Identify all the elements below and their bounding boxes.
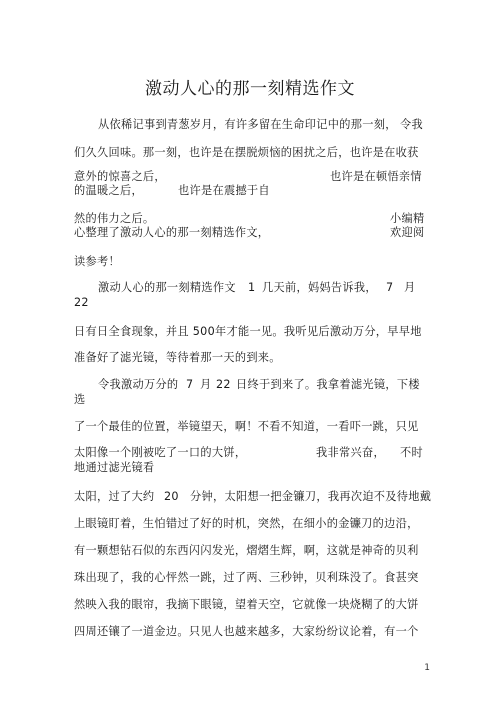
text-line: 欢迎阅: [390, 226, 425, 239]
text-line: 地通过滤光镜看: [74, 461, 155, 474]
text-line: 读参考！: [74, 255, 120, 268]
text-line: 太阳像一个刚被吃了一口的大饼，: [74, 446, 247, 459]
text-line: 20: [164, 490, 179, 503]
text-line: 然映入我的眼帘，我摘下眼镜，望着天空，它就像一块烧糊了的大饼: [74, 598, 419, 611]
text-line: 四周还镶了一道金边。只见人也越来越多，大家纷纷议论着，有一个: [74, 625, 419, 638]
text-line: 分钟，太阳想一把金镰刀，我再次迫不及待地戴: [190, 490, 432, 503]
text-line: 令我激动万分的: [98, 378, 179, 391]
text-line: 激动人心的那一刻精选作文: [98, 281, 236, 294]
text-line: 22: [74, 296, 89, 309]
text-line: 意外的惊喜之后，: [74, 170, 166, 183]
text-line: 有一颗想钻石似的东西闪闪发光，熠熠生辉，啊，这就是神奇的贝利: [74, 544, 419, 557]
text-line: 们久久回味。那一刻，也许是在摆脱烦恼的困扰之后，也许是在收获: [74, 146, 419, 159]
page-number: 1: [424, 663, 430, 673]
text-line: 的温暖之后，: [74, 184, 143, 197]
text-line: 也许是在震撼于自: [178, 184, 270, 197]
text-line: 22: [216, 378, 231, 391]
text-line: 1: [248, 281, 256, 294]
text-line: 心整理了激动人心的那一刻精选作文，: [74, 226, 270, 239]
text-line: 太阳，过了大约: [74, 490, 155, 503]
document-title: 激动人心的那一刻精选作文: [145, 79, 355, 99]
text-line: 选: [74, 393, 86, 406]
text-line: 几天前，妈妈告诉我，: [262, 281, 377, 294]
text-line: 上眼镜盯着，生怕错过了好的时机，突然，在细小的金镰刀的边沿，: [74, 517, 419, 530]
text-line: 7: [186, 378, 194, 391]
text-line: 从依稀记事到青葱岁月，有许多留在生命印记中的那一刻，: [98, 118, 397, 131]
text-line: 我非常兴奋，: [316, 446, 385, 459]
text-line: 日终于到来了。我拿着滤光镜，下楼: [236, 378, 420, 391]
text-line: 月: [200, 378, 212, 391]
text-line: 也许是在顿悟亲情: [330, 170, 422, 183]
text-line: 准备好了滤光镜，等待着那一天的到来。: [74, 351, 281, 364]
text-line: 小编精: [390, 212, 425, 225]
text-line: 月: [404, 281, 416, 294]
text-line: 日有日全食现象，并且 500年才能一见。我听见后激动万分，早早地: [74, 325, 422, 338]
text-line: 7: [386, 281, 394, 294]
text-line: 了一个最佳的位置，举镜望天，啊！不看不知道，一看吓一跳，只见: [74, 420, 419, 433]
text-line: 不时: [400, 446, 423, 459]
text-line: 然的伟力之后。: [74, 212, 155, 225]
text-line: 珠出现了，我的心怦然一跳，过了两、三秒钟，贝利珠没了。食甚突: [74, 571, 419, 584]
text-line: 令我: [400, 118, 423, 131]
